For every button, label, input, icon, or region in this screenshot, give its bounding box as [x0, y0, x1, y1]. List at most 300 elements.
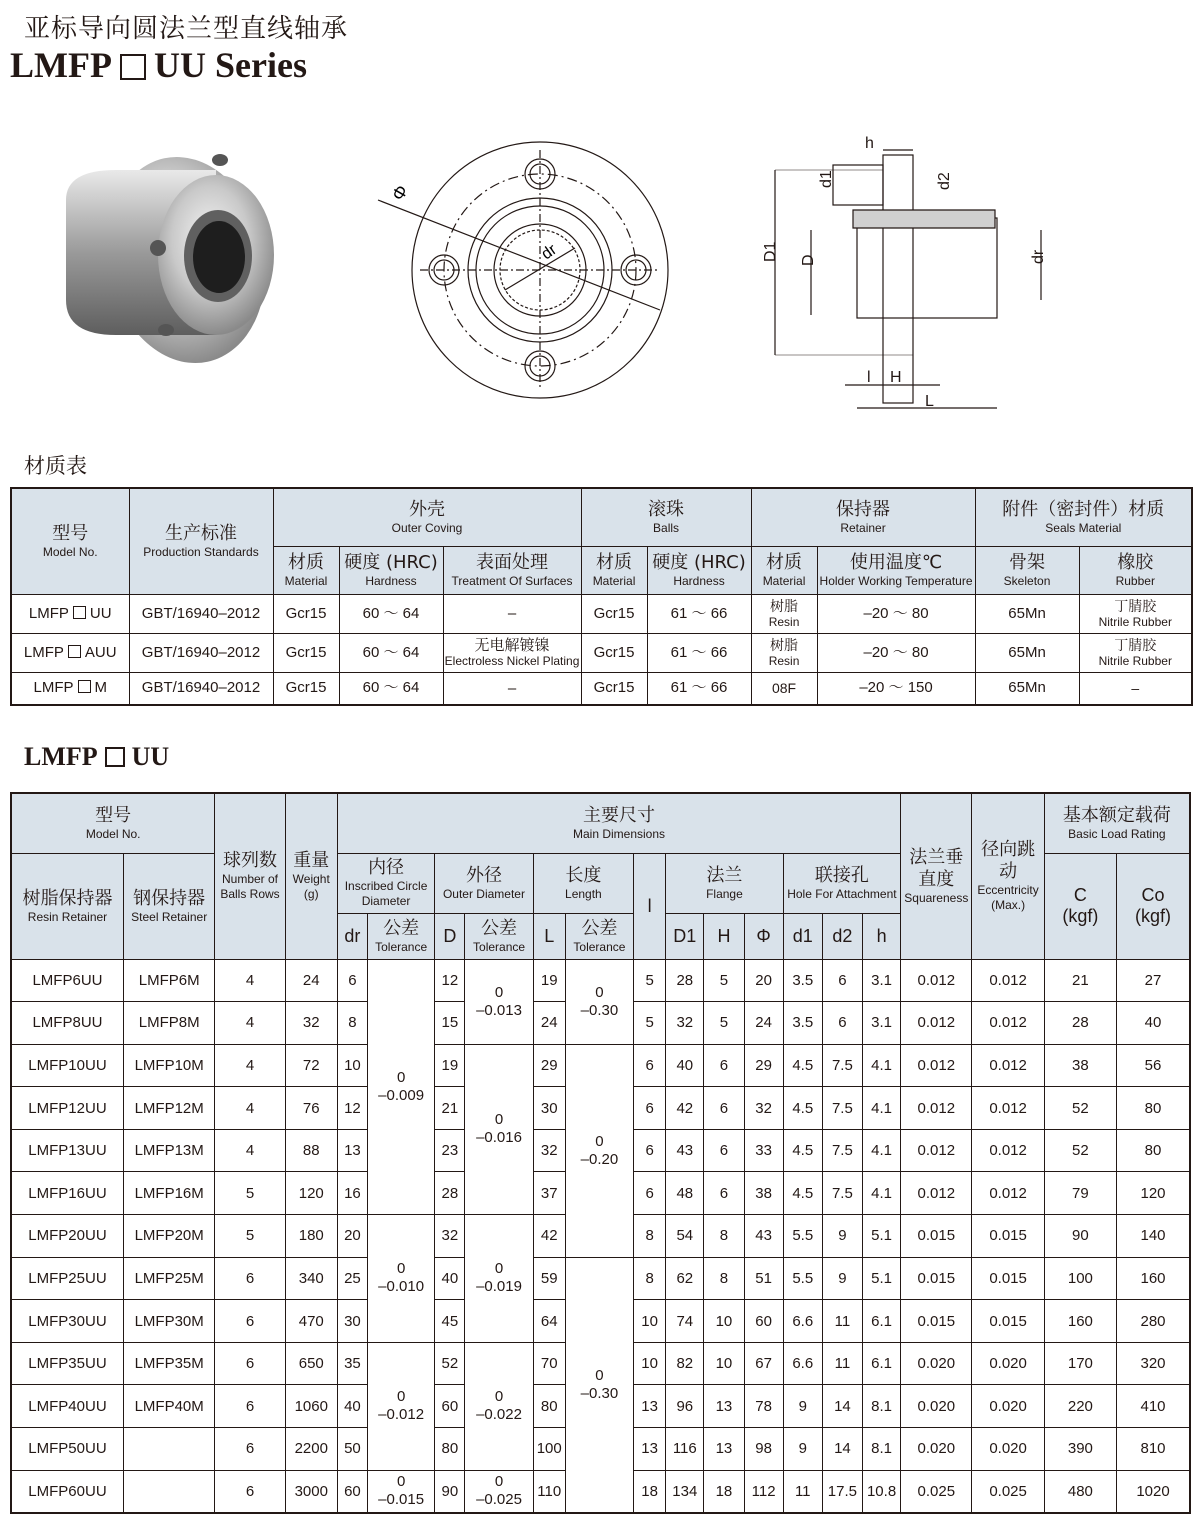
dr-label: dr [1030, 249, 1047, 264]
cell-phi: 67 [744, 1342, 783, 1385]
cell-dr: 30 [337, 1300, 367, 1343]
cell-balls: 6 [215, 1428, 285, 1471]
cell-sq: 0.020 [901, 1342, 972, 1385]
cell-L-tolerance: 0 –0.30 [565, 1257, 633, 1513]
cell-weight: 120 [285, 1172, 337, 1215]
dim-sub-L: L [533, 913, 565, 959]
L-label: L [925, 393, 934, 410]
dim-header-resin: 树脂保持器 Resin Retainer [11, 853, 123, 959]
cell-steel-model: LMFP10M [123, 1044, 214, 1087]
mounting-hole [158, 324, 174, 336]
cell-dr-tolerance: 0 –0.015 [367, 1470, 434, 1513]
cell-rubber: – [1079, 672, 1192, 705]
cell-d2: 11 [822, 1300, 862, 1343]
cell-resin-model: LMFP25UU [11, 1257, 123, 1300]
cell-d2: 11 [822, 1342, 862, 1385]
cell-phi: 43 [744, 1215, 783, 1258]
cell-steel-model: LMFP6M [123, 959, 214, 1002]
cell-d2: 6 [822, 959, 862, 1002]
cell-D: 60 [435, 1385, 465, 1428]
dim-header-eccentricity: 径向跳动 Eccentricity (Max.) [972, 793, 1044, 959]
cell-L: 70 [533, 1342, 565, 1385]
cell-d1: 4.5 [783, 1087, 822, 1130]
cell-d1: 6.6 [783, 1342, 822, 1385]
cell-C: 170 [1044, 1342, 1116, 1385]
cell-surface: – [443, 672, 581, 705]
cell-C: 21 [1044, 959, 1116, 1002]
cell-C: 160 [1044, 1300, 1116, 1343]
cell-D1: 96 [666, 1385, 704, 1428]
cell-H: 6 [704, 1087, 744, 1130]
cell-phi: 38 [744, 1172, 783, 1215]
cell-resin-model: LMFP13UU [11, 1129, 123, 1172]
cell-steel-model: LMFP8M [123, 1002, 214, 1045]
cell-phi: 78 [744, 1385, 783, 1428]
cell-D: 19 [435, 1044, 465, 1087]
cell-sq: 0.015 [901, 1300, 972, 1343]
cell-L: 42 [533, 1215, 565, 1258]
mat-sub-hardness: 硬度 (HRC) Hardness [339, 546, 443, 594]
dim-header-rating: 基本额定载荷 Basic Load Rating [1044, 793, 1190, 853]
cell-l: 10 [634, 1342, 666, 1385]
cell-retainer-material: 树脂 Resin [751, 594, 817, 633]
front-view-drawing [370, 140, 680, 410]
cell-L-tolerance: 0 –0.30 [565, 959, 633, 1044]
cell-H: 8 [704, 1215, 744, 1258]
cell-L: 59 [533, 1257, 565, 1300]
mat-header-seals: 附件（密封件）材质 Seals Material [975, 488, 1192, 546]
cell-ecc: 0.012 [972, 1129, 1044, 1172]
dim-header-C: C (kgf) [1044, 853, 1116, 959]
cell-balls: 6 [215, 1470, 285, 1513]
cell-standard: GBT/16940–2012 [129, 594, 273, 633]
d2-label: d2 [936, 172, 953, 190]
cell-temp: –20 ～ 150 [817, 672, 975, 705]
cell-dr: 12 [337, 1087, 367, 1130]
cell-D1: 40 [666, 1044, 704, 1087]
cell-h: 3.1 [862, 959, 900, 1002]
cell-skeleton: 65Mn [975, 672, 1079, 705]
cell-d1: 3.5 [783, 1002, 822, 1045]
cell-D-tolerance: 0 –0.022 [465, 1342, 533, 1470]
cell-resin-model: LMFP16UU [11, 1172, 123, 1215]
cell-dr: 25 [337, 1257, 367, 1300]
material-row [11, 594, 1192, 633]
mat-header-retainer: 保持器 Retainer [751, 488, 975, 546]
cell-dr: 8 [337, 1002, 367, 1045]
placeholder-box-icon [105, 747, 125, 767]
cell-L: 24 [533, 1002, 565, 1045]
cell-ball-material: Gcr15 [581, 672, 647, 705]
cell-C: 52 [1044, 1087, 1116, 1130]
cell-model: LMFP UU [11, 594, 129, 633]
cell-weight: 88 [285, 1129, 337, 1172]
cell-shell-hardness: 60 ～ 64 [339, 594, 443, 633]
cell-D1: 62 [666, 1257, 704, 1300]
cell-Co: 810 [1117, 1428, 1190, 1471]
dimension-row [11, 959, 1190, 1002]
cell-skeleton: 65Mn [975, 594, 1079, 633]
material-table [10, 487, 1193, 706]
title-chinese: 亚标导向圆法兰型直线轴承 [24, 14, 349, 44]
dim-sub-d2: d2 [822, 913, 862, 959]
cell-phi: 20 [744, 959, 783, 1002]
cell-D-tolerance: 0 –0.016 [465, 1044, 533, 1214]
dim-header-l: l [634, 853, 666, 959]
body-section [857, 218, 997, 318]
cell-weight: 180 [285, 1215, 337, 1258]
cell-resin-model: LMFP50UU [11, 1428, 123, 1471]
cell-d2: 6 [822, 1002, 862, 1045]
cell-sq: 0.012 [901, 1172, 972, 1215]
cell-Co: 280 [1117, 1300, 1190, 1343]
cell-phi: 112 [744, 1470, 783, 1513]
cell-ecc: 0.015 [972, 1300, 1044, 1343]
cell-phi: 32 [744, 1087, 783, 1130]
dim-sub-D: D [435, 913, 465, 959]
mat-sub-skeleton: 骨架 Skeleton [975, 546, 1079, 594]
mat-header-standard: 生产标准 Production Standards [129, 488, 273, 594]
cell-Co: 80 [1117, 1129, 1190, 1172]
cell-l: 5 [634, 1002, 666, 1045]
cell-C: 38 [1044, 1044, 1116, 1087]
cell-h: 10.8 [862, 1470, 900, 1513]
cell-sq: 0.020 [901, 1428, 972, 1471]
cell-resin-model: LMFP40UU [11, 1385, 123, 1428]
dimension-row [11, 1044, 1190, 1087]
cell-ball-material: Gcr15 [581, 594, 647, 633]
cell-C: 390 [1044, 1428, 1116, 1471]
cell-d1: 9 [783, 1428, 822, 1471]
cell-dr: 35 [337, 1342, 367, 1385]
cell-weight: 470 [285, 1300, 337, 1343]
cell-weight: 340 [285, 1257, 337, 1300]
dim-header-Co: Co (kgf) [1117, 853, 1190, 959]
cell-Co: 320 [1117, 1342, 1190, 1385]
hole-section [833, 165, 883, 205]
cell-h: 4.1 [862, 1087, 900, 1130]
cell-H: 18 [704, 1470, 744, 1513]
cell-phi: 24 [744, 1002, 783, 1045]
cell-sq: 0.012 [901, 959, 972, 1002]
mat-sub-material: 材质 Material [751, 546, 817, 594]
cell-D1: 82 [666, 1342, 704, 1385]
cell-L-tolerance: 0 –0.20 [565, 1044, 633, 1257]
cell-D1: 28 [666, 959, 704, 1002]
cell-L: 29 [533, 1044, 565, 1087]
cell-ecc: 0.012 [972, 1002, 1044, 1045]
cell-shell-material: Gcr15 [273, 594, 339, 633]
dim-header-flange: 法兰 Flange [666, 853, 783, 913]
cell-d1: 3.5 [783, 959, 822, 1002]
cell-D1: 116 [666, 1428, 704, 1471]
section-view-drawing [745, 130, 1065, 425]
mounting-hole [150, 240, 166, 256]
cell-H: 13 [704, 1385, 744, 1428]
dim-header-hole: 联接孔 Hole For Attachment [783, 853, 900, 913]
cell-balls: 6 [215, 1385, 285, 1428]
cell-h: 8.1 [862, 1428, 900, 1471]
dim-header-steel: 钢保持器 Steel Retainer [123, 853, 214, 959]
h-label: h [865, 135, 874, 152]
cell-dr: 20 [337, 1215, 367, 1258]
cell-ecc: 0.012 [972, 1172, 1044, 1215]
cell-rubber: 丁腈胶 Nitrile Rubber [1079, 633, 1192, 672]
cell-L: 100 [533, 1428, 565, 1471]
cell-phi: 29 [744, 1044, 783, 1087]
cell-temp: –20 ～ 80 [817, 633, 975, 672]
cell-l: 6 [634, 1129, 666, 1172]
cell-balls: 6 [215, 1257, 285, 1300]
cell-resin-model: LMFP12UU [11, 1087, 123, 1130]
dim-sub-tol: 公差 Tolerance [367, 913, 434, 959]
mat-sub-surface: 表面处理 Treatment Of Surfaces [443, 546, 581, 594]
cell-D1: 32 [666, 1002, 704, 1045]
cell-l: 8 [634, 1215, 666, 1258]
l-label: l [867, 369, 871, 386]
cell-retainer-material: 树脂 Resin [751, 633, 817, 672]
dimension-row [11, 1257, 1190, 1300]
cell-steel-model: LMFP40M [123, 1385, 214, 1428]
cell-H: 5 [704, 1002, 744, 1045]
cell-dr: 16 [337, 1172, 367, 1215]
mat-sub-hardness: 硬度 (HRC) Hardness [647, 546, 751, 594]
cell-l: 6 [634, 1044, 666, 1087]
cell-ecc: 0.012 [972, 959, 1044, 1002]
cell-ecc: 0.025 [972, 1470, 1044, 1513]
dimension-table [10, 792, 1191, 1514]
dim-header-outer: 外径 Outer Diameter [435, 853, 533, 913]
cell-d2: 9 [822, 1215, 862, 1258]
cell-sq: 0.012 [901, 1129, 972, 1172]
cell-d2: 7.5 [822, 1129, 862, 1172]
cell-D: 23 [435, 1129, 465, 1172]
cell-d1: 11 [783, 1470, 822, 1513]
material-table-title: 材质表 [24, 454, 87, 478]
cell-l: 8 [634, 1257, 666, 1300]
cell-d2: 9 [822, 1257, 862, 1300]
cell-shell-material: Gcr15 [273, 633, 339, 672]
dim-sub-dr: dr [337, 913, 367, 959]
cell-L: 19 [533, 959, 565, 1002]
cell-steel-model: LMFP25M [123, 1257, 214, 1300]
cell-phi: 33 [744, 1129, 783, 1172]
cell-d2: 7.5 [822, 1044, 862, 1087]
phi-label: Φ [387, 181, 413, 204]
cell-weight: 3000 [285, 1470, 337, 1513]
material-row [11, 672, 1192, 705]
cell-D: 12 [435, 959, 465, 1002]
cell-ball-hardness: 61 ～ 66 [647, 633, 751, 672]
cell-ecc: 0.020 [972, 1428, 1044, 1471]
cell-D: 45 [435, 1300, 465, 1343]
cell-dr: 13 [337, 1129, 367, 1172]
cell-steel-model: LMFP12M [123, 1087, 214, 1130]
cell-D1: 48 [666, 1172, 704, 1215]
cell-balls: 4 [215, 1002, 285, 1045]
cell-d1: 6.6 [783, 1300, 822, 1343]
cell-H: 6 [704, 1129, 744, 1172]
cell-weight: 72 [285, 1044, 337, 1087]
cell-d2: 14 [822, 1428, 862, 1471]
cell-h: 8.1 [862, 1385, 900, 1428]
cell-l: 13 [634, 1428, 666, 1471]
cell-D1: 42 [666, 1087, 704, 1130]
cell-d1: 4.5 [783, 1172, 822, 1215]
cell-ball-hardness: 61 ～ 66 [647, 594, 751, 633]
dim-header-main: 主要尺寸 Main Dimensions [337, 793, 900, 853]
cell-h: 5.1 [862, 1215, 900, 1258]
dim-sub-tol: 公差 Tolerance [465, 913, 533, 959]
cell-ecc: 0.015 [972, 1215, 1044, 1258]
cell-h: 4.1 [862, 1172, 900, 1215]
cell-sq: 0.020 [901, 1385, 972, 1428]
cell-balls: 5 [215, 1172, 285, 1215]
cell-Co: 120 [1117, 1172, 1190, 1215]
cell-D: 90 [435, 1470, 465, 1513]
title-prefix: LMFP [10, 45, 112, 85]
cell-C: 79 [1044, 1172, 1116, 1215]
cell-D: 40 [435, 1257, 465, 1300]
flange-section [883, 155, 913, 403]
cell-phi: 98 [744, 1428, 783, 1471]
cell-weight: 2200 [285, 1428, 337, 1471]
cell-rubber: 丁腈胶 Nitrile Rubber [1079, 594, 1192, 633]
cell-D: 21 [435, 1087, 465, 1130]
placeholder-box-icon [68, 645, 81, 658]
cell-H: 13 [704, 1428, 744, 1471]
cell-balls: 6 [215, 1342, 285, 1385]
cell-sq: 0.012 [901, 1044, 972, 1087]
cell-Co: 160 [1117, 1257, 1190, 1300]
cell-ball-material: Gcr15 [581, 633, 647, 672]
cell-L: 64 [533, 1300, 565, 1343]
mat-sub-rubber: 橡胶 Rubber [1079, 546, 1192, 594]
cell-H: 10 [704, 1342, 744, 1385]
cell-L: 110 [533, 1470, 565, 1513]
cell-Co: 56 [1117, 1044, 1190, 1087]
H-label: H [890, 369, 902, 386]
cell-weight: 76 [285, 1087, 337, 1130]
cell-l: 18 [634, 1470, 666, 1513]
cell-D: 28 [435, 1172, 465, 1215]
cell-D-tolerance: 0 –0.013 [465, 959, 533, 1044]
cell-Co: 1020 [1117, 1470, 1190, 1513]
cell-C: 28 [1044, 1002, 1116, 1045]
cell-H: 8 [704, 1257, 744, 1300]
mat-sub-material: 材质 Material [581, 546, 647, 594]
cell-ecc: 0.012 [972, 1044, 1044, 1087]
cell-dr-tolerance: 0 –0.010 [367, 1215, 434, 1343]
cell-h: 5.1 [862, 1257, 900, 1300]
placeholder-box-icon [73, 606, 86, 619]
cell-phi: 60 [744, 1300, 783, 1343]
cell-h: 4.1 [862, 1129, 900, 1172]
cell-resin-model: LMFP6UU [11, 959, 123, 1002]
cell-surface: – [443, 594, 581, 633]
cell-skeleton: 65Mn [975, 633, 1079, 672]
ball-row [853, 210, 995, 228]
cell-balls: 4 [215, 1087, 285, 1130]
cell-C: 90 [1044, 1215, 1116, 1258]
dim-header-model: 型号 Model No. [11, 793, 215, 853]
cell-standard: GBT/16940–2012 [129, 672, 273, 705]
cell-D1: 74 [666, 1300, 704, 1343]
cell-D: 52 [435, 1342, 465, 1385]
cell-dr: 50 [337, 1428, 367, 1471]
D-label: D [800, 254, 817, 266]
cell-H: 5 [704, 959, 744, 1002]
cell-D1: 134 [666, 1470, 704, 1513]
cell-resin-model: LMFP8UU [11, 1002, 123, 1045]
dim-sub-D1: D1 [666, 913, 704, 959]
D1-label: D1 [762, 241, 779, 262]
cell-standard: GBT/16940–2012 [129, 633, 273, 672]
cell-H: 6 [704, 1172, 744, 1215]
cell-steel-model: LMFP20M [123, 1215, 214, 1258]
cell-steel-model: LMFP16M [123, 1172, 214, 1215]
product-photo [36, 130, 276, 380]
cell-shell-material: Gcr15 [273, 672, 339, 705]
cell-weight: 24 [285, 959, 337, 1002]
cell-balls: 4 [215, 959, 285, 1002]
cell-C: 480 [1044, 1470, 1116, 1513]
dim-header-squareness: 法兰垂直度 Squareness [901, 793, 972, 959]
cell-dr: 6 [337, 959, 367, 1002]
cell-ecc: 0.015 [972, 1257, 1044, 1300]
cell-d1: 9 [783, 1385, 822, 1428]
cell-resin-model: LMFP35UU [11, 1342, 123, 1385]
cell-L: 32 [533, 1129, 565, 1172]
cell-steel-model: LMFP13M [123, 1129, 214, 1172]
cell-C: 100 [1044, 1257, 1116, 1300]
cell-weight: 32 [285, 1002, 337, 1045]
placeholder-box-icon [78, 680, 91, 693]
cell-D1: 54 [666, 1215, 704, 1258]
cell-L: 80 [533, 1385, 565, 1428]
cell-ecc: 0.020 [972, 1342, 1044, 1385]
dim-sub-H: H [704, 913, 744, 959]
cell-surface: 无电解镀镍 Electroless Nickel Plating [443, 633, 581, 672]
cell-dr-tolerance: 0 –0.012 [367, 1342, 434, 1470]
cell-d1: 4.5 [783, 1129, 822, 1172]
cell-L: 30 [533, 1087, 565, 1130]
cell-sq: 0.025 [901, 1470, 972, 1513]
cell-balls: 5 [215, 1215, 285, 1258]
cell-l: 13 [634, 1385, 666, 1428]
dim-header-inner: 内径 Inscribed Circle Diameter [337, 853, 434, 913]
cell-D-tolerance: 0 –0.025 [465, 1470, 533, 1513]
cell-Co: 410 [1117, 1385, 1190, 1428]
cell-steel-model [123, 1428, 214, 1471]
cell-l: 10 [634, 1300, 666, 1343]
mat-sub-material: 材质 Material [273, 546, 339, 594]
cell-d1: 4.5 [783, 1044, 822, 1087]
mat-header-model: 型号 Model No. [11, 488, 129, 594]
cell-D1: 43 [666, 1129, 704, 1172]
cell-balls: 4 [215, 1129, 285, 1172]
cell-D: 32 [435, 1215, 465, 1258]
cell-d1: 5.5 [783, 1257, 822, 1300]
cell-sq: 0.012 [901, 1002, 972, 1045]
page-title [10, 44, 307, 86]
cell-resin-model: LMFP10UU [11, 1044, 123, 1087]
material-row [11, 633, 1192, 672]
cell-model: LMFP M [11, 672, 129, 705]
cell-steel-model: LMFP35M [123, 1342, 214, 1385]
dim-sub-d1: d1 [783, 913, 822, 959]
cell-d2: 17.5 [822, 1470, 862, 1513]
